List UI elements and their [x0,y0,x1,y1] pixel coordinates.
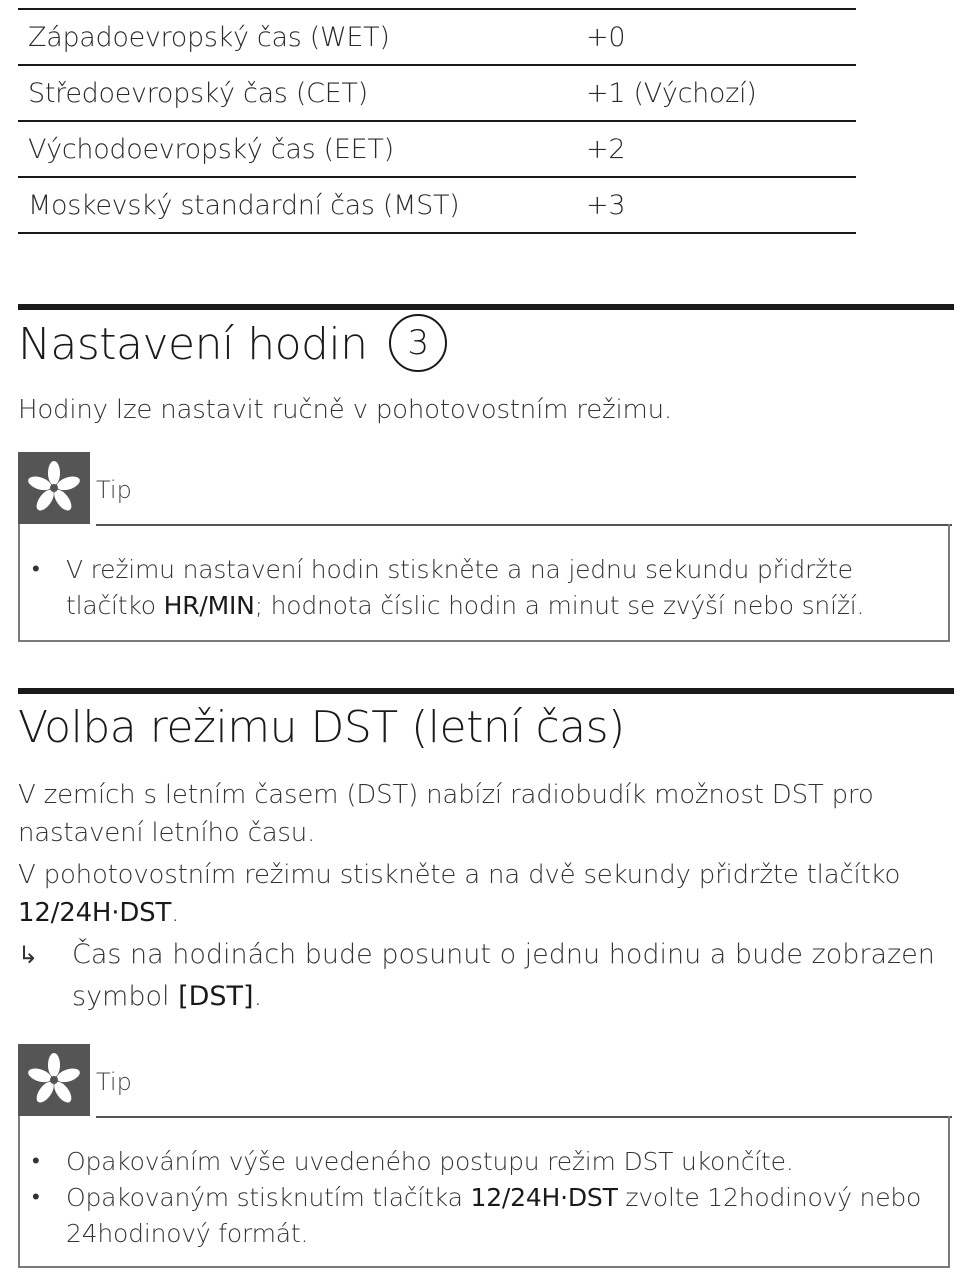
section-divider [18,688,954,694]
tip-body [18,524,950,642]
tip-body [18,1116,950,1268]
table-row [18,66,856,122]
arrow-icon: ↳ [18,941,39,969]
clock-section-title [18,318,447,376]
dst-paragraph: V zemích s letním časem (DST) nabízí radiobudík možnost DST pro nastavení letního času. [18,780,874,848]
instruction-text: V pohotovostním režimu stiskněte a na dvě sekundy přidržte tlačítko [18,860,901,890]
timezone-offset: +1 (Výchozí) [586,78,757,109]
timezone-offset: +2 [586,134,626,165]
tip-header [18,1044,952,1116]
timezone-offset: +0 [586,22,626,53]
asterisk-tip-icon [18,452,90,524]
timezone-name: Moskevský standardní čas (MST) [28,190,460,221]
timezone-name: Východoevropský čas (EET) [28,134,394,165]
list-item: • Opakováním výše uvedeného postupu režim DST ukončíte. [20,1144,948,1180]
step-number-badge: 3 [389,314,447,372]
instruction-text: . [171,898,180,928]
result-item [18,934,938,1018]
key-name: HR/MIN [163,591,255,620]
dst-instruction [18,856,938,932]
tip-label [96,1044,952,1118]
section-divider [18,304,954,310]
tip-text: V režimu nastavení hodin stiskněte a na jednu sekundu přidržte tlačítko [66,555,853,620]
asterisk-tip-icon [18,1044,90,1116]
tip-list [20,1144,948,1252]
key-name: 12/24H·DST [18,898,172,928]
timezone-table [18,8,856,234]
tip-text: ; hodnota číslic hodin a minut se zvýší nebo sníží. [254,591,865,620]
tip-text: zvolte 12hodinový nebo 24hodinový formát. [66,1183,922,1248]
tip-label-text: Tip [96,476,132,504]
result-text-part: Čas na hodinách bude posunut o jednu hodinu a bude zobrazen symbol [72,939,935,1012]
table-row [18,122,856,178]
list-item [20,552,948,624]
tip-text: Opakovaným stisknutím tlačítka [66,1183,471,1212]
tip-header [18,452,952,524]
key-name: 12/24H·DST [470,1183,618,1212]
dst-symbol: [DST] [178,981,254,1012]
dst-section-title: Volba režimu DST (letní čas) [18,702,625,753]
tip-label-text: Tip [96,1068,132,1096]
table-row [18,178,856,234]
timezone-offset: +3 [586,190,626,221]
result-text-part: . [253,981,263,1012]
timezone-name: Středoevropský čas (CET) [28,78,368,109]
list-item [20,1180,948,1252]
clock-intro: Hodiny lze nastavit ručně v pohotovostním režimu. [18,395,672,425]
timezone-name: Západoevropský čas (WET) [28,22,390,53]
result-text [72,934,938,1018]
tip-list [20,552,948,624]
clock-title-text: Nastavení hodin [18,319,368,370]
table-row [18,10,856,66]
tip-label [96,452,952,526]
